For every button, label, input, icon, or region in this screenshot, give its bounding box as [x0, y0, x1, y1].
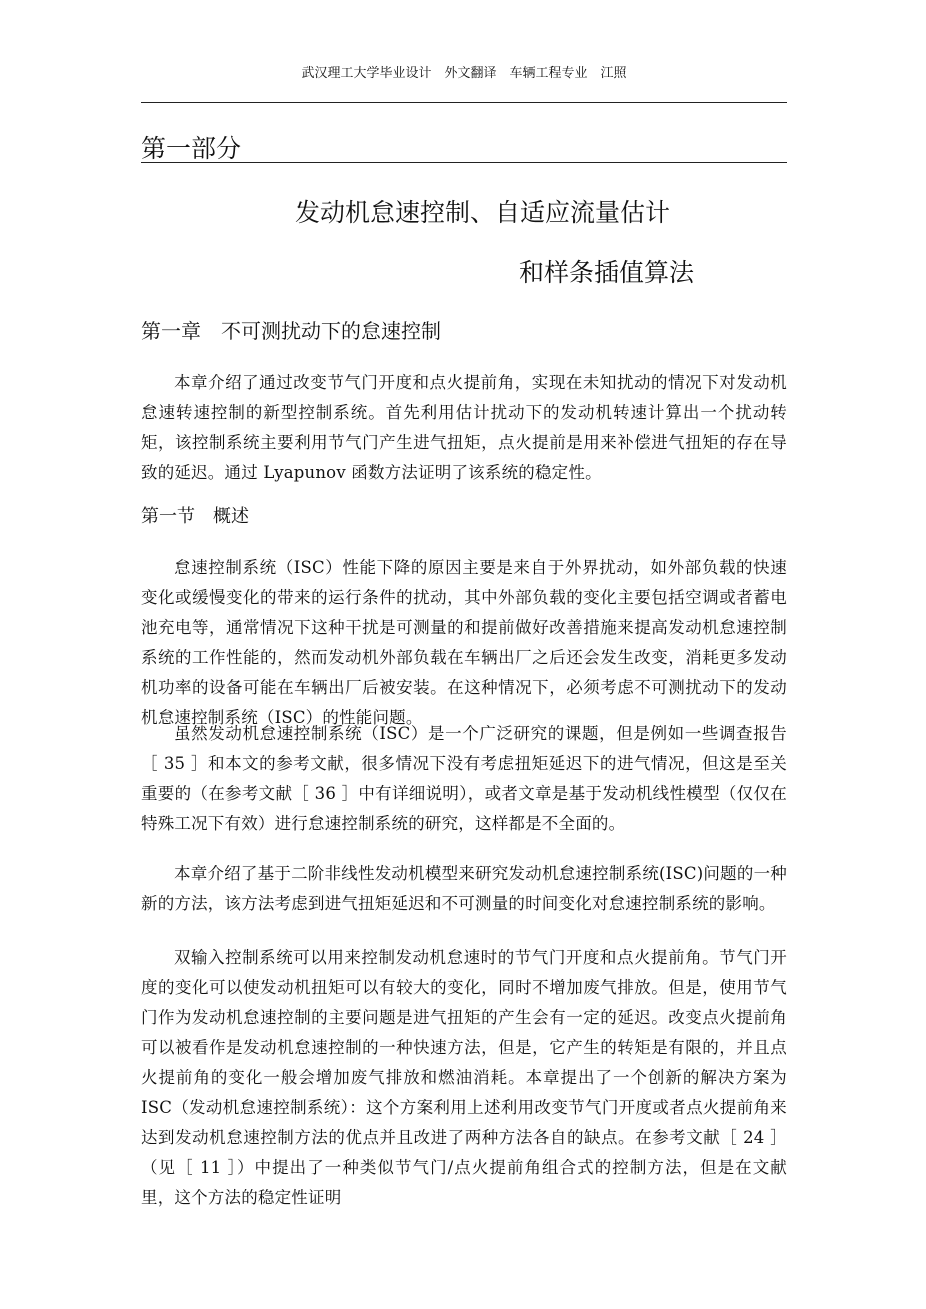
header-divider: [141, 102, 787, 103]
paragraph-chapter-intro: 本章介绍了通过改变节气门开度和点火提前角，实现在未知扰动的情况下对发动机怠速转速控制的新型控制系统。首先利用估计扰动下的发动机转速计算出一个扰动转矩，该控制系统主要利用节气门产生进气扭矩，点火提前是用来补偿进气扭矩的存在导致的延迟。通过 Lyapunov 函数方法证明了该系统的稳定性。: [141, 373, 787, 482]
running-header: 武汉理工大学毕业设计 外文翻译 车辆工程专业 江照: [301, 66, 627, 81]
part-title: 第一部分: [141, 134, 242, 163]
paragraph-3: 本章介绍了基于二阶非线性发动机模型来研究发动机怠速控制系统(ISC)问题的一种新的方法，该方法考虑到进气扭矩延迟和不可测量的时间变化对怠速控制系统的影响。: [141, 864, 787, 913]
main-title-line-2: 和样条插值算法: [519, 258, 695, 287]
paragraph-4: 双输入控制系统可以用来控制发动机怠速时的节气门开度和点火提前角。节气门开度的变化可以使发动机扭矩可以有较大的变化，同时不增加废气排放。但是，使用节气门作为发动机怠速控制的主要问题是进气扭矩的产生会有一定的延迟。改变点火提前角可以被看作是发动机怠速控制的一种快速方法，但是，它产生的转矩是有限的，并且点火提前角的变化一般会增加废气排放和燃油消耗。本章提出了一个创新的解决方案为 ISC（发动机怠速控制系统）：这个方案利用上述利用改变节气门开度或者点火提前角来达到发动机怠速控制方法的优点并且改进了两种方法各自的缺点。在参考文献［ 24 ］（见［ 11 ］）中提出了一种类似节气门/点火提前角组合式的控制方法，但是在文献里，这个方法的稳定性证明: [141, 948, 787, 1207]
part-divider: [141, 162, 787, 163]
chapter-heading: 第一章 不可测扰动下的怠速控制: [141, 319, 441, 343]
paragraph-2: 虽然发动机怠速控制系统（ISC）是一个广泛研究的课题，但是例如一些调查报告［ 35 ］和本文的参考文献，很多情况下没有考虑扭矩延迟下的进气情况，但这是至关重要的（在参考文献［ 36 ］中有详细说明），或者文章是基于发动机线性模型（仅仅在特殊工况下有效）进行怠速控制系统的研究，这样都是不全面的。: [141, 724, 787, 833]
section-heading: 第一节 概述: [141, 506, 249, 527]
paragraph-1: 怠速控制系统（ISC）性能下降的原因主要是来自于外界扰动，如外部负载的快速变化或缓慢变化的带来的运行条件的扰动，其中外部负载的变化主要包括空调或者蓄电池充电等，通常情况下这种干扰是可测量的和提前做好改善措施来提高发动机怠速控制系统的工作性能的，然而发动机外部负载在车辆出厂之后还会发生改变，消耗更多发动机功率的设备可能在车辆出厂后被安装。在这种情况下，必须考虑不可测扰动下的发动机怠速控制系统（ISC）的性能问题。: [141, 558, 787, 727]
main-title-line-1: 发动机怠速控制、自适应流量估计: [295, 198, 671, 227]
